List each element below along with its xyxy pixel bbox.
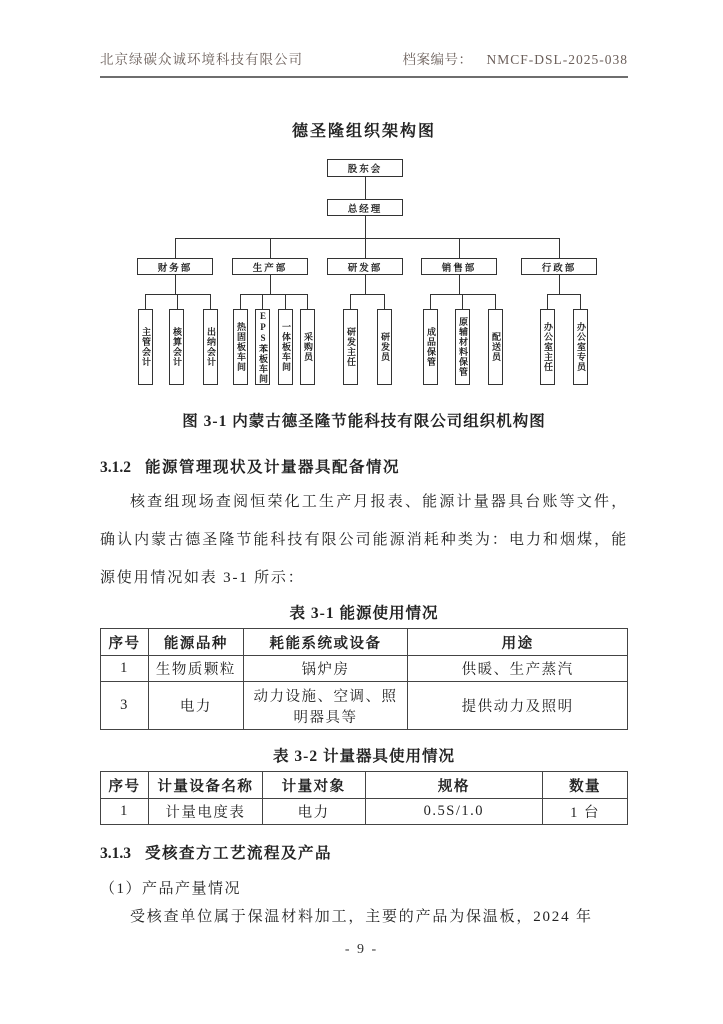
connector: [495, 294, 496, 309]
table-row: [101, 656, 628, 682]
table-row: [101, 682, 628, 730]
header-company-name: 北京绿碳众诚环境科技有限公司: [100, 52, 303, 67]
table-3-1-title: 表 3-1 能源使用情况: [289, 605, 439, 622]
column-header: 计量对象: [262, 772, 365, 799]
column-header: 规格: [365, 772, 543, 799]
section-3-1-3-paragraph: 受核查单位属于保温材料加工，主要的产品为保温板，2024 年: [130, 909, 593, 925]
orgchart-leaf-box: 一体板车间: [278, 309, 293, 385]
connector: [175, 238, 560, 239]
orgchart-leaf-box: 采购员: [300, 309, 315, 385]
table-3-2-title: 表 3-2 计量器具使用情况: [273, 748, 455, 765]
orgchart-dept-box: 销售部: [421, 258, 497, 275]
table-cell: 1 台: [543, 799, 628, 825]
section-number: 3.1.2: [100, 459, 131, 476]
connector: [365, 177, 366, 199]
subsection-heading: （1）产品产量情况: [100, 881, 242, 897]
connector: [262, 294, 263, 309]
section-3-1-2-paragraph: 核查组现场查阅恒荣化工生产月报表、能源计量器具台账等文件，确认内蒙古德圣隆节能科技有限公司能源消耗种类为：电力和烟煤，能源使用情况如表 3-1 所示：: [100, 494, 628, 586]
section-3-1-2-heading: [100, 455, 628, 477]
connector: [365, 238, 366, 258]
table-cell: 1: [101, 656, 149, 682]
connector: [462, 294, 463, 309]
connector: [240, 294, 308, 295]
column-header: 计量设备名称: [148, 772, 262, 799]
orgchart-leaf-box: 办公室专员: [573, 309, 588, 385]
connector: [430, 294, 431, 309]
connector: [177, 294, 178, 309]
connector: [580, 294, 581, 309]
column-header: 用途: [408, 629, 628, 656]
orgchart-leaf-box: 主管会计: [138, 309, 153, 385]
column-header: 数量: [543, 772, 628, 799]
connector: [145, 294, 146, 309]
section-3-1-3-heading: [100, 841, 628, 863]
connector: [210, 294, 211, 309]
orgchart-leaf-box: EPS苯板车间: [255, 309, 270, 385]
orgchart-leaf-box: 核算会计: [169, 309, 184, 385]
table-3-1: [100, 628, 628, 730]
connector: [547, 294, 581, 295]
connector: [459, 238, 460, 258]
connector: [384, 294, 385, 309]
orgchart: [100, 151, 628, 391]
table-cell: 生物质颗粒: [148, 656, 243, 682]
connector: [307, 294, 308, 309]
archive-label: 档案编号：: [402, 52, 473, 67]
orgchart-dept-box: 行政部: [521, 258, 597, 275]
column-header: 能源品种: [148, 629, 243, 656]
connector: [270, 238, 271, 258]
orgchart-leaf-box: 研发主任: [343, 309, 358, 385]
table-cell: 电力: [148, 682, 243, 730]
section-title: 能源管理现状及计量器具配备情况: [145, 459, 401, 476]
archive-number: NMCF-DSL-2025-038: [486, 52, 628, 67]
column-header: 序号: [101, 772, 149, 799]
connector: [365, 275, 366, 294]
table-cell: 动力设施、空调、照明器具等: [243, 682, 407, 730]
connector: [430, 294, 496, 295]
section-title: 受核查方工艺流程及产品: [145, 845, 333, 862]
table-header-row: [101, 772, 628, 799]
connector: [559, 275, 560, 294]
table-cell: 3: [101, 682, 149, 730]
table-cell: 供暖、生产蒸汽: [408, 656, 628, 682]
connector: [175, 275, 176, 294]
table-3-2: [100, 771, 628, 825]
table-cell: 锅炉房: [243, 656, 407, 682]
connector: [559, 238, 560, 258]
figure-caption: 图 3-1 内蒙古德圣隆节能科技有限公司组织机构图: [182, 413, 546, 430]
connector: [175, 238, 176, 258]
orgchart-title: 德圣隆组织架构图: [291, 123, 436, 140]
orgchart-dept-box: 财务部: [137, 258, 213, 275]
connector: [459, 275, 460, 294]
connector: [285, 294, 286, 309]
orgchart-manager-box: 总经理: [327, 199, 403, 216]
orgchart-leaf-box: 研发员: [377, 309, 392, 385]
column-header: 序号: [101, 629, 149, 656]
orgchart-leaf-box: 办公室主任: [540, 309, 555, 385]
connector: [350, 294, 351, 309]
header-archive: [402, 48, 628, 68]
connector: [365, 216, 366, 238]
orgchart-leaf-box: 配送员: [488, 309, 503, 385]
table-cell: 1: [101, 799, 149, 825]
orgchart-root-box: 股东会: [327, 159, 403, 177]
connector: [145, 294, 211, 295]
orgchart-leaf-box: 热固板车间: [233, 309, 248, 385]
connector: [270, 275, 271, 294]
orgchart-leaf-box: 原辅材料保管: [455, 309, 470, 385]
table-cell: 0.5S/1.0: [365, 799, 543, 825]
table-cell: 电力: [262, 799, 365, 825]
page-header: [100, 0, 628, 78]
table-cell: 计量电度表: [148, 799, 262, 825]
orgchart-leaf-box: 成品保管: [423, 309, 438, 385]
connector: [350, 294, 385, 295]
table-row: [101, 799, 628, 825]
orgchart-leaf-box: 出纳会计: [203, 309, 218, 385]
section-number: 3.1.3: [100, 845, 131, 862]
connector: [547, 294, 548, 309]
column-header: 耗能系统或设备: [243, 629, 407, 656]
table-cell: 提供动力及照明: [408, 682, 628, 730]
page-number: - 9 -: [344, 942, 379, 957]
orgchart-dept-box: 研发部: [327, 258, 403, 275]
connector: [240, 294, 241, 309]
table-header-row: [101, 629, 628, 656]
orgchart-dept-box: 生产部: [232, 258, 308, 275]
